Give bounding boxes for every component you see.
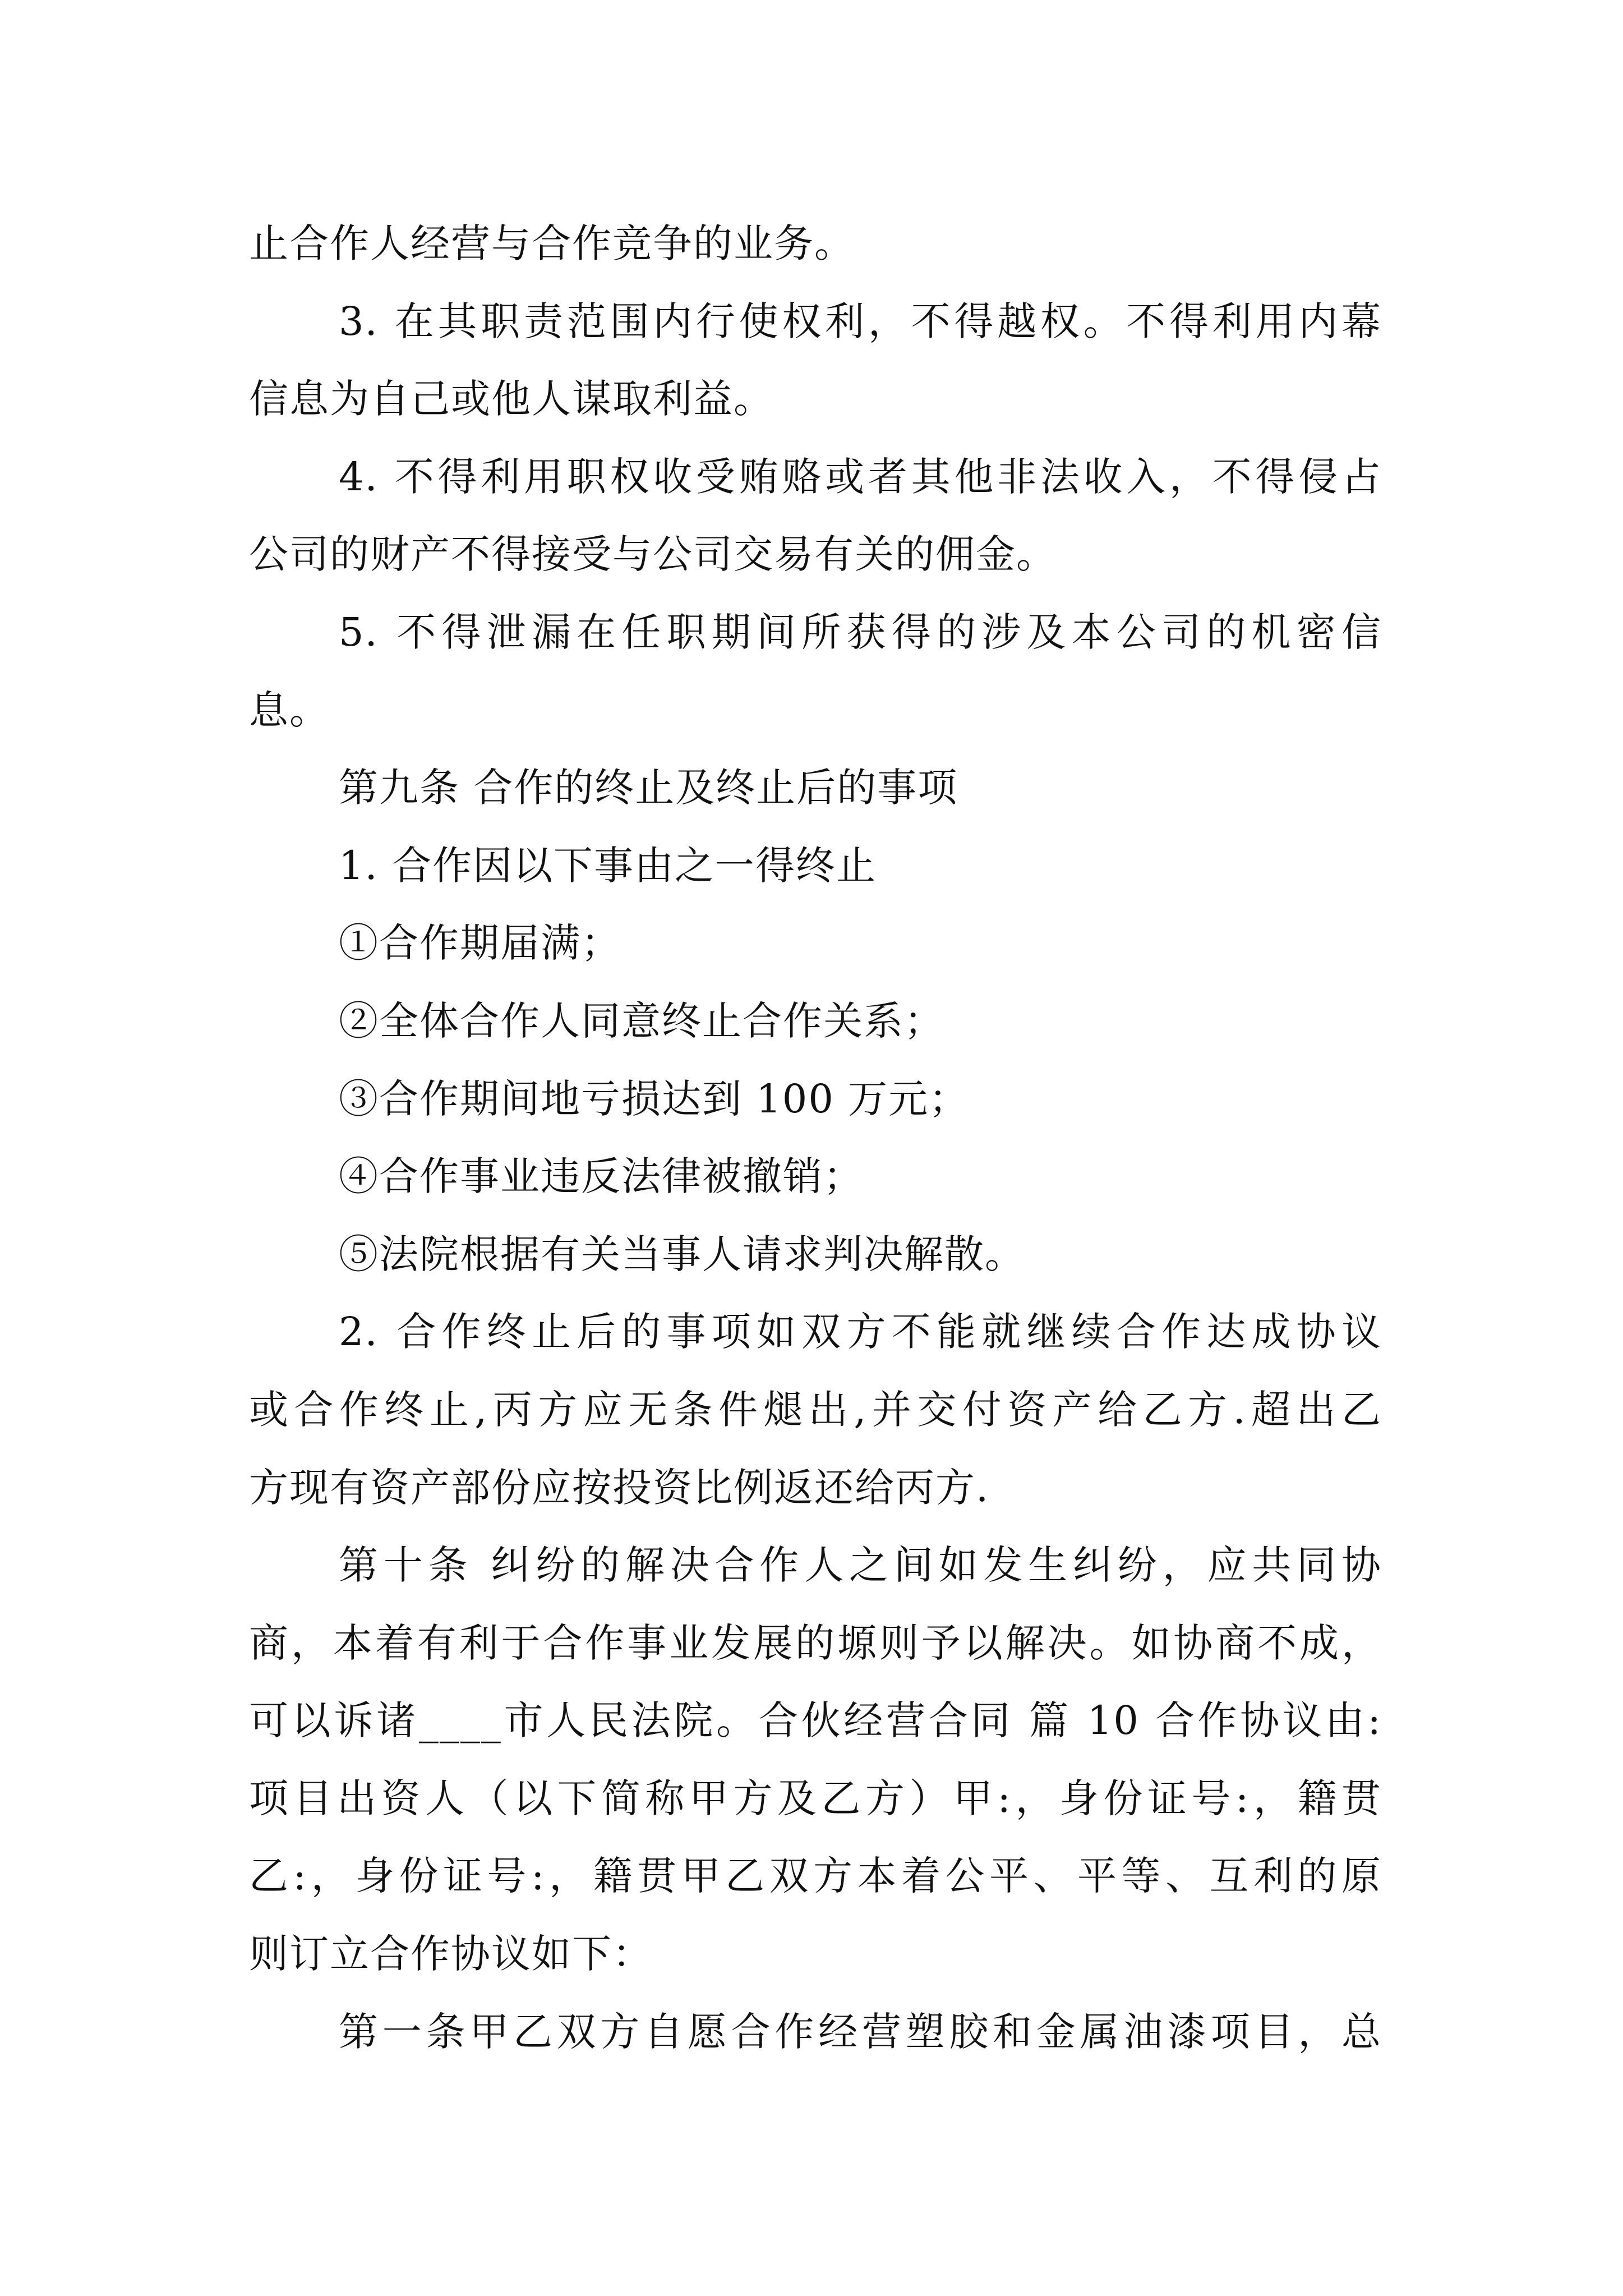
text-line: ③合作期间地亏损达到 100 万元； xyxy=(339,1075,970,1122)
text-line: 4. 不得利用职权收受贿赂或者其他非法收入，不得侵占 xyxy=(339,453,1382,500)
text-line: ④合作事业违反法律被撤销； xyxy=(339,1153,864,1200)
text-line: 1. 合作因以下事由之一得终止 xyxy=(339,842,877,889)
text-line: 或合作终止,丙方应无条件煺出,并交付资产给乙方.超出乙 xyxy=(249,1386,1382,1433)
text-line: 方现有资产部份应按投资比例返还给丙方. xyxy=(249,1464,990,1511)
text-line: 第九条 合作的终止及终止后的事项 xyxy=(339,765,958,811)
text-line: 则订立合作协议如下： xyxy=(249,1931,653,1977)
text-line: 第十条 纠纷的解决合作人之间如发生纠纷，应共同协 xyxy=(339,1542,1382,1589)
text-line: 公司的财产不得接受与公司交易有关的佣金。 xyxy=(249,531,1057,578)
text-line: 3. 在其职责范围内行使权利，不得越权。不得利用内幕 xyxy=(339,298,1382,344)
text-line: ①合作期届满； xyxy=(339,920,621,967)
text-line: 项目出资人（以下简称甲方及乙方）甲:，身份证号:，籍贯 xyxy=(249,1775,1382,1821)
text-line: ⑤法院根据有关当事人请求判决解散。 xyxy=(339,1231,1025,1277)
text-line: 止合作人经营与合作竞争的业务。 xyxy=(249,220,855,266)
text-line: 信息为自己或他人谋取利益。 xyxy=(249,376,774,422)
text-line: 2. 合作终止后的事项如双方不能就继续合作达成协议 xyxy=(339,1309,1382,1355)
text-line: 商，本着有利于合作事业发展的塬则予以解决。如协商不成， xyxy=(249,1619,1382,1666)
text-line: 息。 xyxy=(249,687,330,733)
text-line: 第一条甲乙双方自愿合作经营塑胶和金属油漆项目，总 xyxy=(339,2008,1382,2055)
text-line: ②全体合作人同意终止合作关系； xyxy=(339,997,944,1044)
text-line: 乙:，身份证号:，籍贯甲乙双方本着公平、平等、互利的原 xyxy=(249,1853,1382,1899)
document-body xyxy=(249,205,1382,2070)
text-line: 5. 不得泄漏在任职期间所获得的涉及本公司的机密信 xyxy=(339,609,1382,655)
text-line: 可以诉诸____市人民法院。合伙经营合同 篇 10 合作协议由: xyxy=(249,1697,1382,1744)
